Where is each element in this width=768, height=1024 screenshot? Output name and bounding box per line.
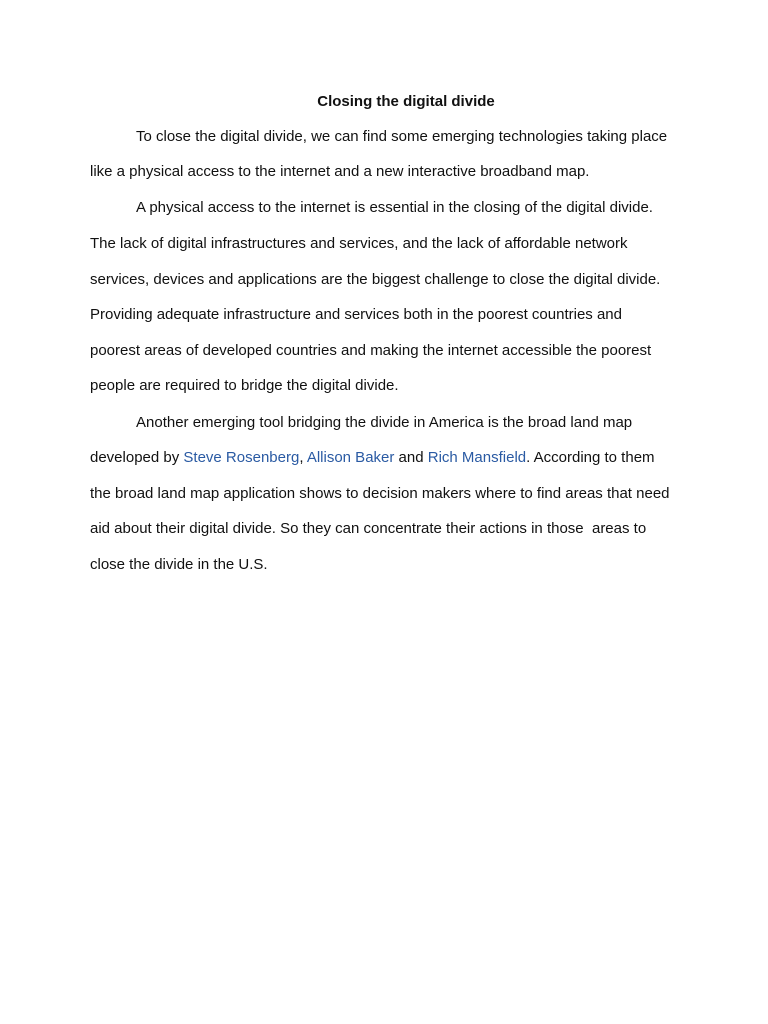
link-rich-mansfield[interactable]: Rich Mansfield — [427, 449, 527, 466]
paragraph-2-line-4: Providing adequate infrastructure and services both in the poorest countries and — [90, 306, 622, 323]
separator-text: , — [299, 449, 307, 466]
paragraph-2-line-6: people are required to bridge the digital divide. — [90, 377, 399, 394]
link-allison-baker[interactable]: Allison Baker — [306, 449, 395, 466]
paragraph-2-line-3: services, devices and applications are the biggest challenge to close the digital divide. — [90, 271, 661, 288]
paragraph-2-line-2: The lack of digital infrastructures and services, and the lack of affordable network — [90, 235, 628, 252]
paragraph-3-line-3: the broad land map application shows to decision makers where to find areas that need — [90, 485, 670, 502]
paragraph-3-line-5: close the divide in the U.S. — [90, 556, 268, 573]
paragraph-2-line-1: A physical access to the internet is essential in the closing of the digital divide. — [136, 199, 653, 216]
paragraph-2-line-5: poorest areas of developed countries and making the internet accessible the poorest — [90, 342, 652, 359]
paragraph-3-line-1: Another emerging tool bridging the divide in America is the broad land map — [136, 414, 633, 431]
link-steve-rosenberg[interactable]: Steve Rosenberg — [183, 449, 300, 466]
separator-text: and — [394, 449, 428, 466]
document-title: Closing the digital divide — [317, 93, 495, 110]
paragraph-3-line-2 — [90, 448, 655, 468]
paragraph-3-line-4: aid about their digital divide. So they can concentrate their actions in those areas to — [90, 520, 647, 537]
line-suffix-text: . According to them — [526, 449, 655, 466]
paragraph-1-line-1: To close the digital divide, we can find some emerging technologies taking place — [136, 128, 668, 145]
line-prefix-text: developed by — [90, 449, 184, 466]
paragraph-1-line-2: like a physical access to the internet and a new interactive broadband map. — [90, 163, 590, 180]
